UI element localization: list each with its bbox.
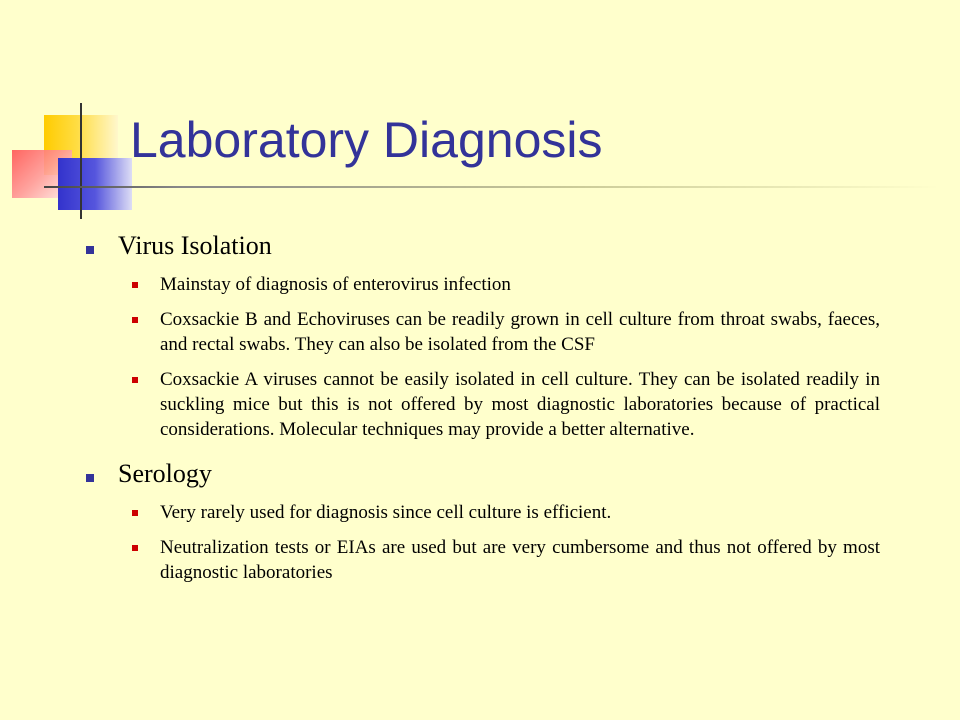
section-virus-isolation — [80, 230, 880, 442]
bullet-level1 — [80, 230, 880, 262]
bullet-level2 — [132, 272, 880, 297]
square-bullet-icon — [86, 246, 94, 254]
square-bullet-icon — [132, 317, 138, 323]
section-heading: Serology — [118, 459, 212, 488]
bullet-level2 — [132, 367, 880, 442]
section-heading: Virus Isolation — [118, 231, 272, 260]
bullet-text: Coxsackie B and Echoviruses can be readily grown in cell culture from throat swabs, faeces, and rectal swabs. They can also be isolated from the CSF — [160, 309, 880, 355]
bullet-level2 — [132, 307, 880, 357]
bullet-level2 — [132, 500, 880, 525]
square-bullet-icon — [132, 510, 138, 516]
slide-body — [80, 230, 880, 585]
square-bullet-icon — [86, 474, 94, 482]
title-underline — [44, 186, 939, 188]
bullet-text: Neutralization tests or EIAs are used but are very cumbersome and thus not offered by most diagnostic laboratories — [160, 537, 880, 583]
bullet-text: Coxsackie A viruses cannot be easily isolated in cell culture. They can be isolated readily in suckling mice but this is not offered by most diagnostic laboratories because of practical considerations. Molecular techniques may provide a better alternative. — [160, 369, 880, 440]
bullet-level2 — [132, 535, 880, 585]
vertical-line-decoration — [80, 103, 82, 219]
bullet-level1 — [80, 458, 880, 490]
section-serology — [80, 458, 880, 585]
square-bullet-icon — [132, 545, 138, 551]
slide-title: Laboratory Diagnosis — [130, 112, 603, 168]
blue-square-decoration — [58, 158, 132, 210]
bullet-text: Very rarely used for diagnosis since cell culture is efficient. — [160, 502, 612, 523]
bullet-text: Mainstay of diagnosis of enterovirus infection — [160, 274, 511, 295]
square-bullet-icon — [132, 282, 138, 288]
square-bullet-icon — [132, 377, 138, 383]
